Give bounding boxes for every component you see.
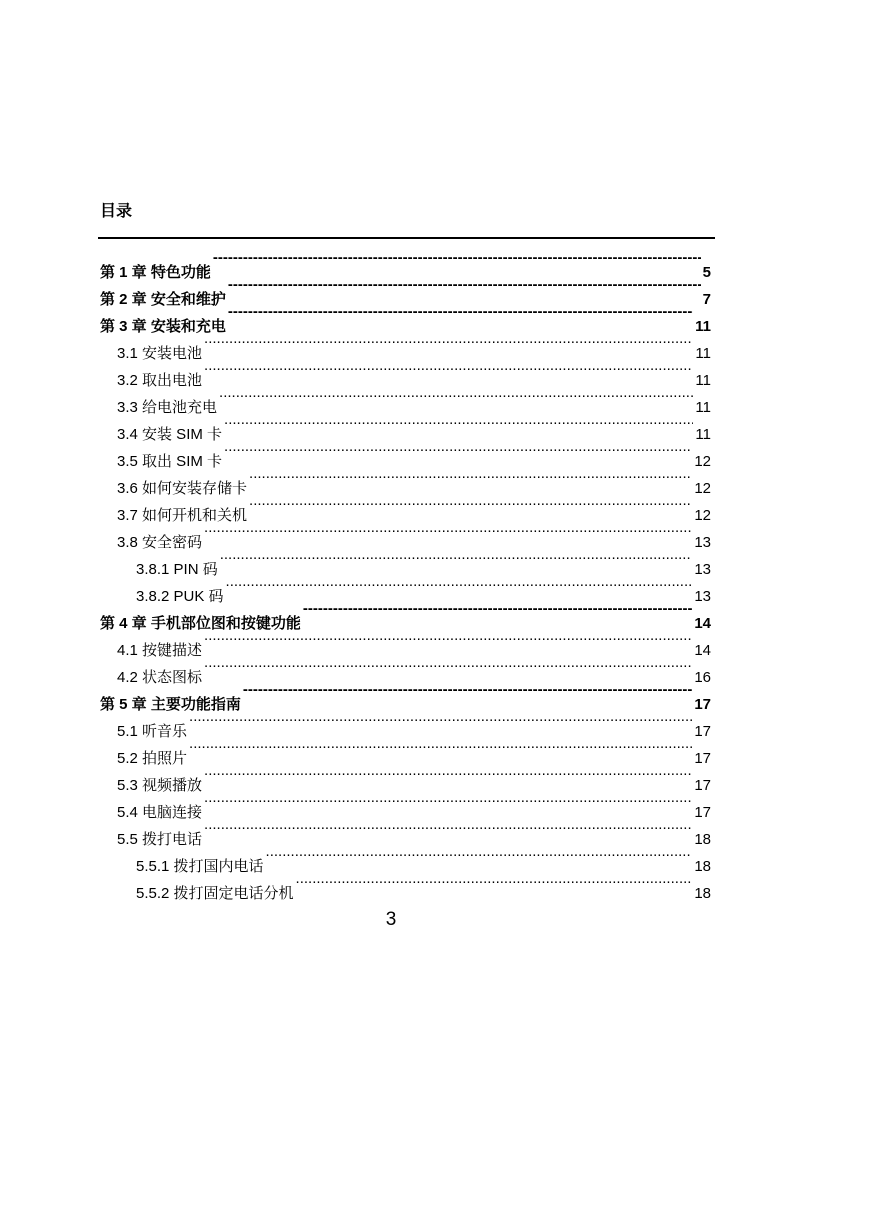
toc-leader-dots [296,871,693,898]
toc-entry-label: 5.4 电脑连接 [117,804,203,821]
toc-leader-dots [189,736,692,763]
toc-leader-dots [220,547,693,574]
toc-entry-label: 5.2 拍照片 [117,750,188,767]
toc-leader-dots [204,628,692,655]
toc-leader-dots [213,250,701,277]
toc-entry-label: 第 5 章 主要功能指南 [100,696,241,713]
toc-leader-dots [226,574,693,601]
toc-entry-label: 3.8.1 PIN 码 [136,561,218,578]
toc-leader-dots [303,601,692,628]
toc-entry-label: 3.4 安装 SIM 卡 [117,426,223,443]
toc-entry-label: 4.1 按键描述 [117,642,203,659]
toc-entry-label: 3.1 安装电池 [117,345,203,362]
toc-entry-page-number: 17 [694,723,711,740]
toc-leader-dots [266,844,693,871]
toc-entry-label: 3.5 取出 SIM 卡 [117,453,223,470]
toc-leader-dots [204,520,692,547]
toc-entry-page-number: 7 [702,291,711,308]
toc-entry-page-number: 14 [694,642,711,659]
toc-entry-page-number: 13 [694,534,711,551]
toc-entry-page-number: 17 [694,696,711,713]
toc-leader-dots [204,331,693,358]
toc-entry-label: 5.5.2 拨打固定电话分机 [136,885,294,902]
toc-entry-label: 第 4 章 手机部位图和按键功能 [100,615,301,632]
toc-entry-page-number: 11 [695,345,711,362]
toc-entry-label: 3.8 安全密码 [117,534,203,551]
toc-entry-label: 第 1 章 特色功能 [100,264,211,281]
toc-entry-page-number: 11 [695,318,711,335]
toc-leader-dots [204,358,693,385]
toc-leader-dots [204,655,692,682]
page-number: 3 [385,909,397,930]
toc-entry-label: 3.7 如何开机和关机 [117,507,248,524]
toc-leader-dots [224,439,692,466]
toc-entry-page-number: 12 [694,480,711,497]
toc-leader-dots [204,790,692,817]
toc-entry-page-number: 12 [694,453,711,470]
toc-chapter-entry[interactable] [100,250,711,281]
toc-entry-page-number: 17 [694,750,711,767]
toc-entry-page-number: 13 [694,588,711,605]
toc-leader-dots [228,277,701,304]
toc-leader-dots [219,385,693,412]
toc-entry-page-number: 18 [694,858,711,875]
toc-leader-dots [249,493,692,520]
toc-entry-page-number: 12 [694,507,711,524]
toc-entry-page-number: 17 [694,777,711,794]
toc-entry-label: 5.5.1 拨打国内电话 [136,858,264,875]
toc-entry-page-number: 11 [695,372,711,389]
toc-section-entry[interactable] [100,709,711,740]
toc-entry-label: 第 2 章 安全和维护 [100,291,226,308]
toc-entry-label: 3.3 给电池充电 [117,399,218,416]
toc-leader-dots [224,412,693,439]
toc-entry-page-number: 11 [695,399,711,416]
toc-leader-dots [249,466,692,493]
toc-entry-label: 3.6 如何安装存储卡 [117,480,248,497]
toc-entry-page-number: 18 [694,885,711,902]
toc-section-entry[interactable] [100,736,711,767]
toc-entry-label: 3.8.2 PUK 码 [136,588,224,605]
toc-entry-page-number: 13 [694,561,711,578]
toc-leader-dots [204,763,692,790]
toc-section-entry[interactable] [100,763,711,794]
toc-entry-page-number: 17 [694,804,711,821]
toc-entry-label: 3.2 取出电池 [117,372,203,389]
toc-entry-page-number: 11 [695,426,711,443]
toc-entry-page-number: 18 [694,831,711,848]
toc-leader-dots [243,682,692,709]
toc-list [100,250,711,902]
toc-divider [98,237,715,239]
toc-entry-page-number: 16 [694,669,711,686]
toc-entry-page-number: 14 [694,615,711,632]
toc-entry-label: 5.3 视频播放 [117,777,203,794]
toc-entry-label: 4.2 状态图标 [117,669,203,686]
toc-leader-dots [189,709,692,736]
toc-entry-label: 5.5 拨打电话 [117,831,203,848]
toc-leader-dots [228,304,693,331]
toc-leader-dots [204,817,692,844]
toc-entry-label: 5.1 听音乐 [117,723,188,740]
toc-entry-page-number: 5 [702,264,711,281]
toc-title: 目录 [100,203,133,220]
toc-entry-label: 第 3 章 安装和充电 [100,318,226,335]
